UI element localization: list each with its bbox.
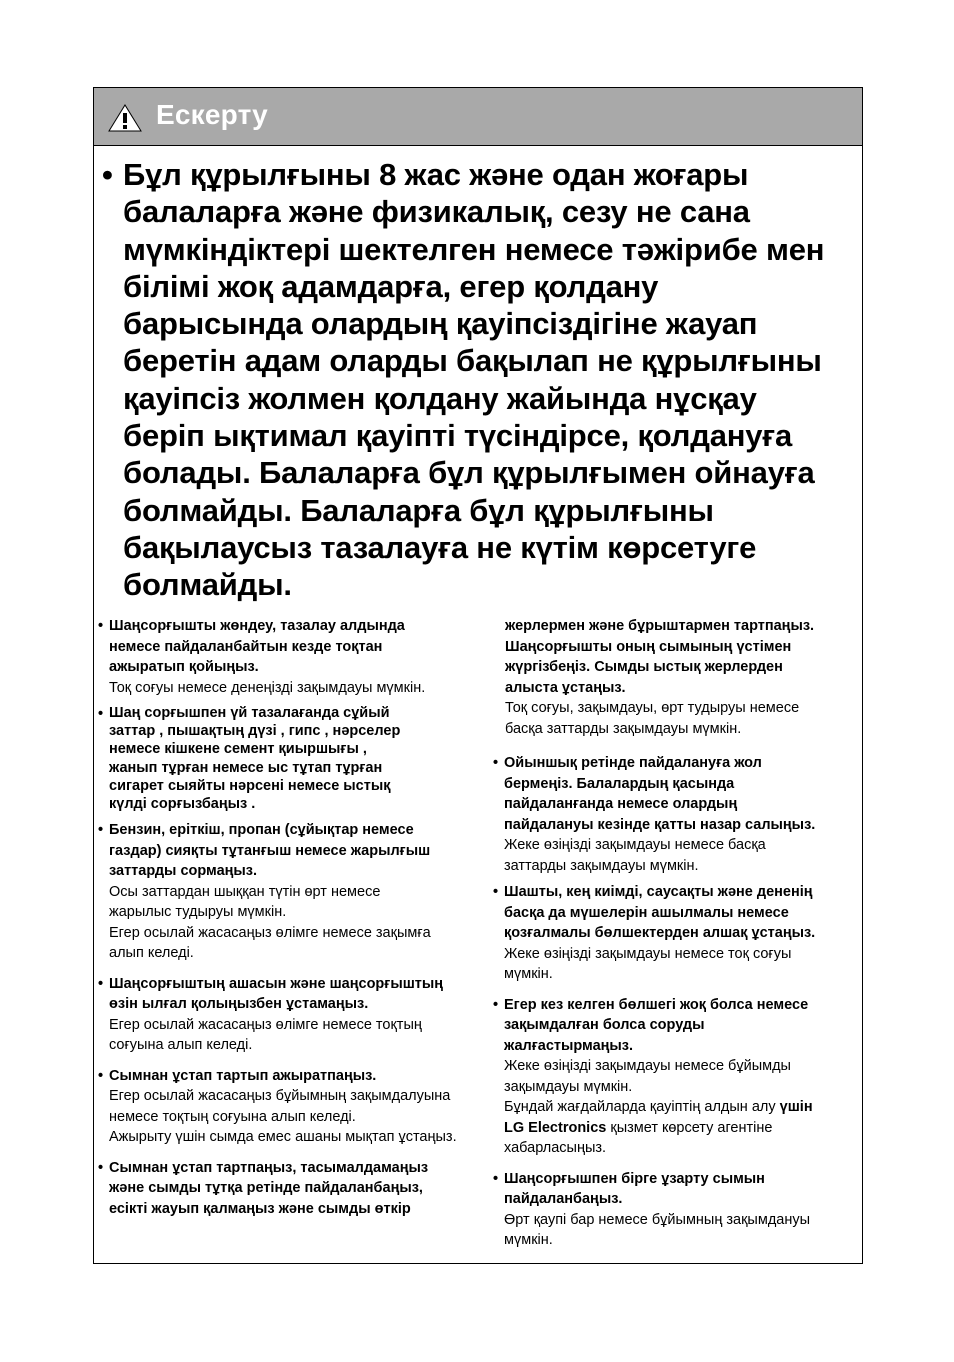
list-item: • Сымнан ұстап тартып ажыратпаңыз. Егер осылай жасасаңыз бұйымның зақымдалуына немесе тоқтың соғуына алып келеді. Ажырыту үшін сымда емес ашаны мықтап ұстаңыз. bbox=[98, 1066, 483, 1148]
item-body: Егер осылай жасасаңыз өлімге немесе тоқтың соғуына алып келеді. bbox=[109, 1016, 422, 1054]
list-item: • Шаңсорғышпен бірге ұзарту сымын пайдаланбаңыз. Өрт қаупі бар немесе бұйымның зақымдануы мүмкін. bbox=[493, 1169, 878, 1251]
item-title: Шаңсорғыштың ашасын және шаңсорғыштың өзін ылғал қолыңызбен ұстамаңыз. bbox=[109, 975, 444, 1013]
list-item: • Сымнан ұстап тартпаңыз, тасымалдамаңыз және сымды тұтқа ретінде пайдаланбаңыз, есікті жауып қалмаңыз және сымды өткір bbox=[98, 1158, 483, 1220]
lead-text: Бұл құрылғыны 8 жас және одан жоғары балаларға және физикалық, сезу не сана мүмкіндіктері шектелген немесе тәжірибе мен білімі жоқ адамдарға, егер қолдану барысында олардың қауіпсіздігіне жауап беретін адам оларды бақылап не құрылғыны қауіпсіз жолмен қолдану жайында нұсқау беріп ықтимал қауіпті түсіндірсе, қолдануға болады. Балаларға бұл құрылғымен ойнауға болмайды. Балаларға бұл құрылғыны бақылаусыз тазалауға не күтім көрсетуге болмайды. bbox=[123, 157, 825, 603]
item-title: жерлермен және бұрыштармен тартпаңыз. Шаңсорғышты оның сымының үстімен жүргізбеңіз. Сымды ыстық жерлерден алыста ұстаңыз. bbox=[505, 618, 815, 696]
warning-title: Ескерту bbox=[156, 99, 268, 130]
item-body: Жеке өзіңізді зақымдауы немесе бұйымды зақымдауы мүмкін. bbox=[504, 1058, 791, 1095]
item-body: Жеке өзіңізді зақымдауы немесе басқа заттарды зақымдауы мүмкін. bbox=[504, 837, 766, 874]
item-title: Шаңсорғышты жөндеу, тазалау алдында немесе пайдаланбайтын кезде тоқтан ажыратып қойыңыз. bbox=[109, 618, 405, 675]
list-item: • Ойыншық ретінде пайдалануға жол бермеңіз. Балалардың қасында пайдаланғанда немесе олардың пайдалануы кезінде қатты назар салыңыз. Жеке өзіңізді зақымдауы немесе басқа заттарды зақымдауы мүмкін. bbox=[493, 753, 878, 876]
right-column bbox=[493, 616, 878, 1251]
list-item: • Шашты, кең киімді, саусақты және дененің басқа да мүшелерін ашылмалы немесе қозғалмалы бөлшектерден алшақ ұстаңыз. Жеке өзіңізді зақымдауы немесе тоқ соғуы мүмкін. bbox=[493, 882, 878, 985]
list-item: • Шаң сорғышпен үй тазалағанда сұйый заттар , пышақтың дүзі , гипс , нәрселер немесе кішкене семент қиыршығы , жанып тұрған немесе ыс тұтап тұрған сигарет сыяйты нәрсені немесе ыстық күлді сорғызбаңыз . bbox=[98, 704, 483, 813]
item-title: Шашты, кең киімді, саусақты және дененің басқа да мүшелерін ашылмалы немесе қозғалмалы бөлшектерден алшақ ұстаңыз. bbox=[504, 884, 816, 941]
item-body: Өрт қаупі бар немесе бұйымның зақымдануы мүмкін. bbox=[504, 1211, 811, 1248]
item-title: Шаң сорғышпен үй тазалағанда сұйый заттар , пышақтың дүзі , гипс , нәрселер немесе кішкене семент қиыршығы , жанып тұрған немесе ыс тұтап тұрған сигарет сыяйты нәрсені немесе ыстық күлді сорғызбаңыз . bbox=[109, 705, 401, 813]
item-title: Сымнан ұстап тартпаңыз, тасымалдамаңыз және сымды тұтқа ретінде пайдаланбаңыз, есікті жауып қалмаңыз және сымды өткір bbox=[109, 1159, 429, 1217]
item-body: Жеке өзіңізді зақымдауы немесе тоқ соғуы мүмкін. bbox=[504, 945, 792, 982]
list-item: • Егер кез келген бөлшегі жоқ болса немесе зақымдалған болса соруды жалғастырмаңыз. Жеке өзіңізді зақымдауы немесе бұйымды зақымдауы мүмкін. Бұндай жағдайларда қауіптің алдын алу үшін LG Electronics қызмет көрсету агентіне хабарласыңыз. bbox=[493, 995, 878, 1159]
item-title: Бензин, еріткіш, пропан (сұйықтар немесе газдар) сияқты тұтанғыш немесе жарылғыш заттарды сормаңыз. bbox=[109, 822, 431, 880]
item-title: Сымнан ұстап тартып ажыратпаңыз. bbox=[109, 1067, 377, 1084]
list-item: • Бензин, еріткіш, пропан (сұйықтар немесе газдар) сияқты тұтанғыш немесе жарылғыш заттарды сормаңыз. Осы заттардан шыққан түтін өрт немесе жарылыс тудыруы мүмкін. Егер осылай жасасаңыз өлімге немесе зақымға алып келеді. bbox=[98, 820, 483, 964]
warning-frame bbox=[93, 87, 863, 1264]
item-body: Тоқ соғуы немесе денеңізді зақымдауы мүмкін. bbox=[109, 679, 426, 696]
item-title: Ойыншық ретінде пайдалануға жол бермеңіз. Балалардың қасында пайдаланғанда немесе олардың пайдалануы кезінде қатты назар салыңыз. bbox=[504, 755, 816, 833]
item-body-extra: Бұндай жағдайларда қауіптің алдын алу үшін LG Electronics қызмет көрсету агентіне хабарласыңыз. bbox=[504, 1099, 813, 1156]
warning-banner bbox=[94, 88, 862, 146]
list-item: • Шаңсорғышты жөндеу, тазалау алдында немесе пайдаланбайтын кезде тоқтан ажыратып қойыңыз. Тоқ соғуы немесе денеңізді зақымдауы мүмкін. bbox=[98, 616, 483, 698]
lead-bullet: • bbox=[102, 157, 113, 192]
warning-triangle-icon bbox=[108, 104, 142, 132]
left-column bbox=[98, 616, 483, 1219]
item-title: Шаңсорғышпен бірге ұзарту сымын пайдаланбаңыз. bbox=[504, 1170, 765, 1207]
item-title: Егер кез келген бөлшегі жоқ болса немесе зақымдалған болса соруды жалғастырмаңыз. bbox=[504, 996, 809, 1054]
item-body: Осы заттардан шыққан түтін өрт немесе жарылыс тудыруы мүмкін. Егер осылай жасасаңыз өлімге немесе зақымға алып келеді. bbox=[109, 883, 431, 962]
list-item bbox=[493, 616, 878, 739]
list-item: • Шаңсорғыштың ашасын және шаңсорғыштың өзін ылғал қолыңызбен ұстамаңыз. Егер осылай жасасаңыз өлімге немесе тоқтың соғуына алып келеді. bbox=[98, 974, 483, 1056]
item-body: Егер осылай жасасаңыз бұйымның зақымдалуына немесе тоқтың соғуына алып келеді. Ажырыту үшін сымда емес ашаны мықтап ұстаңыз. bbox=[109, 1088, 457, 1146]
item-body: Тоқ соғуы, зақымдауы, өрт тудыруы немесе басқа заттарды зақымдауы мүмкін. bbox=[505, 700, 800, 737]
